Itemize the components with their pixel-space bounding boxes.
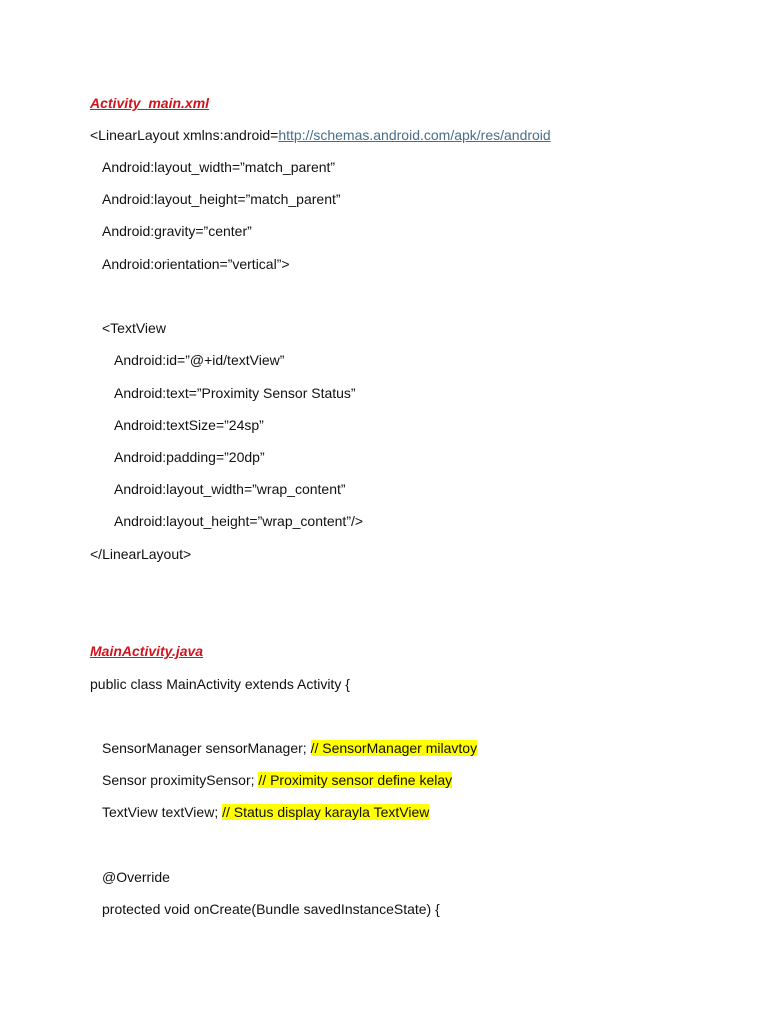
code-line-tv-textsize: Android:textSize=”24sp” [114, 417, 264, 433]
code-line-field-proximitysensor [102, 771, 452, 789]
code-line-oncreate: protected void onCreate(Bundle savedInstanceState) { [102, 901, 440, 917]
code-line-tv-padding: Android:padding=”20dp” [114, 449, 265, 465]
code-line-tv-id: Android:id=”@+id/textView” [114, 352, 285, 368]
section-title-xml: Activity_main.xml [90, 95, 210, 111]
code-line-layout-width: Android:layout_width=”match_parent” [102, 159, 336, 175]
code-line-orientation: Android:orientation=”vertical”> [102, 256, 290, 272]
code-line-textview-open: <TextView [102, 320, 166, 336]
code-text: TextView textView; [102, 804, 223, 820]
code-line-layout-height: Android:layout_height=”match_parent” [102, 191, 341, 207]
highlighted-comment: // SensorManager milavtoy [310, 740, 478, 756]
code-line-tv-height: Android:layout_height=”wrap_content”/> [114, 513, 364, 529]
code-text: Sensor proximitySensor; [102, 772, 259, 788]
namespace-link[interactable]: http://schemas.android.com/apk/res/android [278, 127, 551, 143]
code-line-linearlayout-close: </LinearLayout> [90, 546, 192, 562]
section-title-java: MainActivity.java [90, 643, 204, 659]
code-line-gravity: Android:gravity=”center” [102, 223, 252, 239]
code-line-tv-text: Android:text=”Proximity Sensor Status” [114, 385, 356, 401]
code-text: <LinearLayout xmlns:android= [90, 127, 279, 143]
highlighted-comment: // Status display karayla TextView [222, 804, 430, 820]
code-line-class-decl: public class MainActivity extends Activity { [90, 676, 350, 692]
code-line-tv-width: Android:layout_width=”wrap_content” [114, 481, 346, 497]
code-text: SensorManager sensorManager; [102, 740, 311, 756]
code-line-override: @Override [102, 869, 170, 885]
highlighted-comment: // Proximity sensor define kelay [258, 772, 453, 788]
code-line-field-sensormanager [102, 739, 477, 757]
code-line-field-textview [102, 803, 429, 821]
code-line-linearlayout-open [90, 126, 551, 144]
